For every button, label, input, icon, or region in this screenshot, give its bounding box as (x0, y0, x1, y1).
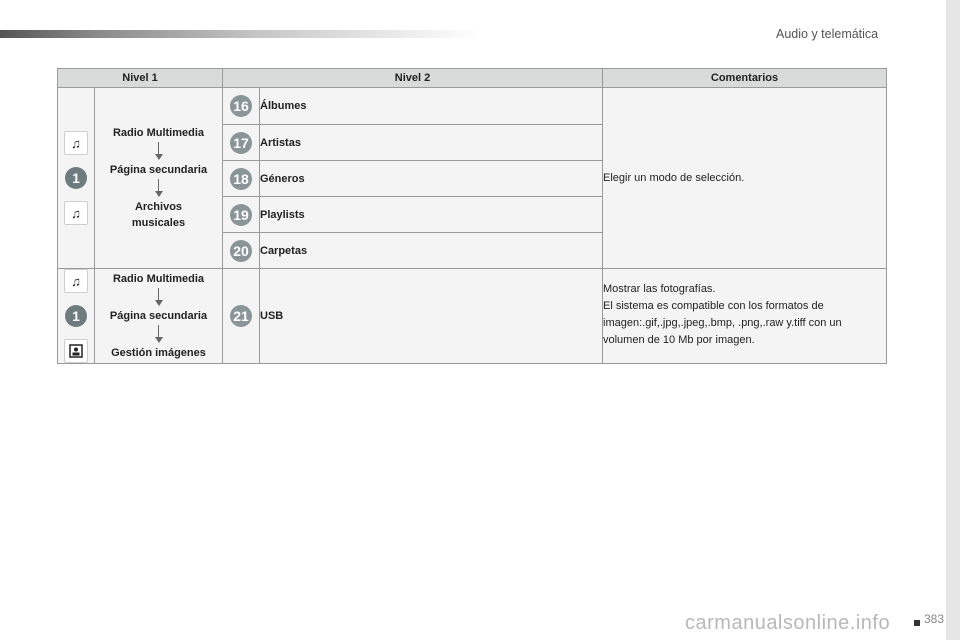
label-cell: Álbumes (260, 88, 603, 125)
section-title: Audio y telemática (776, 27, 879, 41)
header-gradient-bar (0, 30, 480, 38)
label-cell: Carpetas (260, 233, 603, 269)
table-row (58, 269, 887, 364)
path-item: Archivos musicales (131, 201, 186, 229)
step-badge: 1 (65, 305, 87, 327)
number-badge: 19 (230, 204, 252, 226)
music-notes-icon: ♫ (64, 201, 88, 225)
num-cell (223, 197, 260, 233)
header-level1: Nivel 1 (58, 69, 223, 88)
comment-cell (603, 269, 887, 364)
label-cell: Playlists (260, 197, 603, 233)
number-badge: 20 (230, 240, 252, 262)
level1-icons-cell (58, 269, 95, 364)
num-cell (223, 125, 260, 161)
num-cell (223, 88, 260, 125)
number-badge: 17 (230, 132, 252, 154)
page-number: 383 (924, 612, 945, 626)
num-cell (223, 269, 260, 364)
music-note-icon: ♫ (64, 269, 88, 293)
num-cell (223, 233, 260, 269)
watermark: carmanualsonline.info (685, 612, 891, 634)
table-header-row (58, 69, 887, 88)
number-badge: 16 (230, 95, 252, 117)
step-badge: 1 (65, 167, 87, 189)
header-level2: Nivel 2 (223, 69, 603, 88)
path-item: Página secundaria (109, 310, 208, 322)
header-comments: Comentarios (603, 69, 887, 88)
arrow-down-icon (155, 288, 163, 307)
arrow-down-icon (155, 325, 163, 344)
comment-line: El sistema es compatible con los formatos de imagen:.gif,.jpg,.jpeg,.bmp, .png,.raw y.tiff con un volumen de 10 Mb por imagen. (603, 300, 842, 346)
page-marker (914, 620, 920, 626)
photo-icon (64, 339, 88, 363)
table-row (58, 88, 887, 125)
label-cell: Artistas (260, 125, 603, 161)
path-item: Radio Multimedia (112, 273, 205, 285)
comment-line: Mostrar las fotografías. (603, 283, 716, 295)
level1-path-cell (95, 88, 223, 269)
number-badge: 21 (230, 305, 252, 327)
menu-table (57, 68, 887, 364)
label-cell: USB (260, 269, 603, 364)
page-edge-strip (946, 0, 960, 640)
num-cell (223, 161, 260, 197)
path-item: Gestión imágenes (111, 347, 206, 359)
number-badge: 18 (230, 168, 252, 190)
arrow-down-icon (155, 142, 163, 161)
label-cell: Géneros (260, 161, 603, 197)
arrow-down-icon (155, 179, 163, 198)
comment-cell: Elegir un modo de selección. (603, 88, 887, 269)
path-item: Página secundaria (109, 164, 208, 176)
music-note-icon: ♫ (64, 131, 88, 155)
level1-path-cell (95, 269, 223, 364)
path-item: Radio Multimedia (112, 127, 205, 139)
level1-icons-cell (58, 88, 95, 269)
